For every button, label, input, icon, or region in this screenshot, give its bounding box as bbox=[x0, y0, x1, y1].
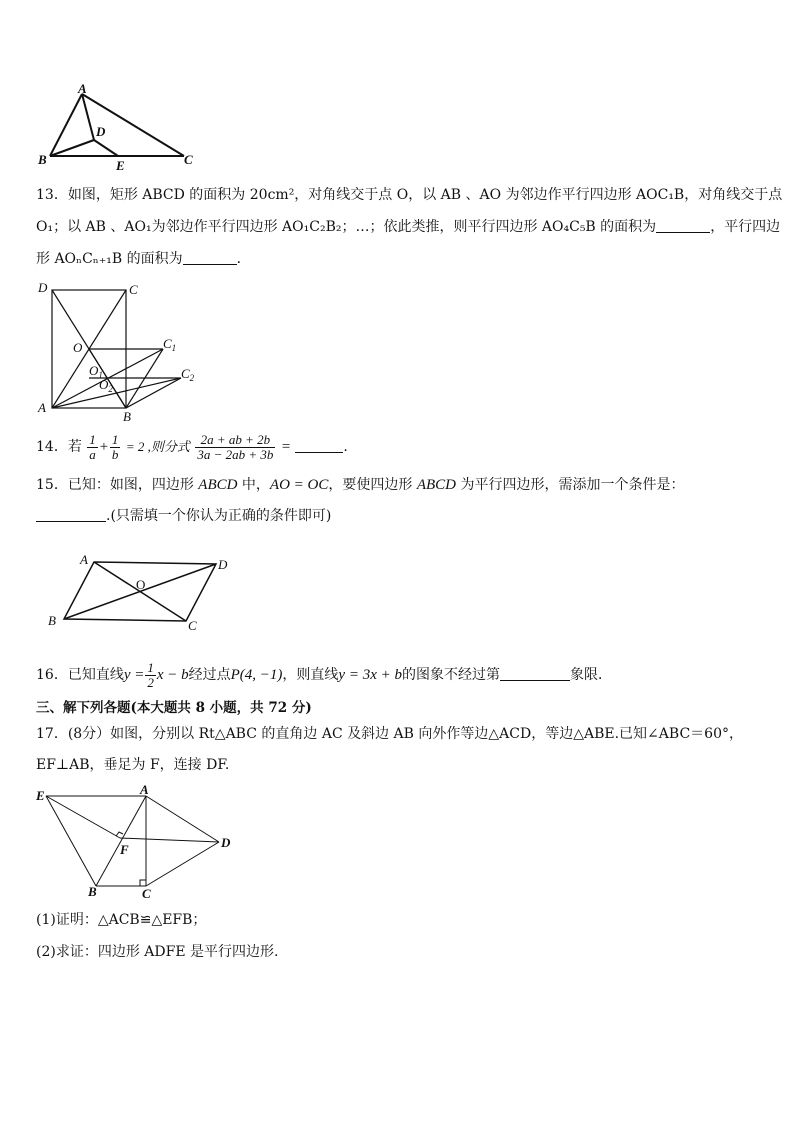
label-d: D bbox=[96, 124, 106, 139]
label-c: C bbox=[129, 282, 138, 297]
q13-line2: O₁；以 AB 、AO₁为邻边作平行四边形 AO₁C₂B₂；…；依此类推，则平行四边形 AO₄C₅B 的面积为 ，平行四边 bbox=[36, 219, 781, 235]
q13-line3: 形 AOₙCₙ₊₁B 的面积为 ． bbox=[36, 251, 251, 267]
label-d: D bbox=[221, 835, 231, 850]
answer-blank[interactable] bbox=[36, 507, 106, 522]
answer-blank[interactable] bbox=[295, 438, 343, 453]
label-a: A bbox=[140, 782, 149, 797]
label-c: C bbox=[188, 618, 197, 633]
answer-blank[interactable] bbox=[656, 218, 710, 233]
label-c2: $C_2$ bbox=[181, 366, 195, 383]
label-f: F bbox=[120, 842, 129, 857]
fraction: $\frac{1}{2}$ bbox=[147, 659, 154, 690]
q17-line1: 17．(8分）如图，分别以 Rt△ABC 的直角边 AC 及斜边 AB 向外作等边△ACD，等边△ABE.已知∠ABC＝60°， bbox=[36, 726, 743, 742]
label-o: O bbox=[73, 340, 83, 355]
q13-line1: 13．如图，矩形 ABCD 的面积为 20cm²，对角线交于点 O，以 AB 、AO 为邻边作平行四边形 AOC₁B，对角线交于点 bbox=[36, 187, 783, 203]
label-c: C bbox=[142, 886, 151, 901]
answer-blank[interactable] bbox=[183, 250, 237, 265]
answer-blank[interactable] bbox=[500, 666, 570, 681]
label-e: E bbox=[116, 158, 125, 173]
q16-line: 16．已知直线y = $\frac{1}{2}$ x − b经过点P(4, −1)，则直线y = 3x + b的图象不经过第 象限． bbox=[36, 659, 612, 690]
label-a: A bbox=[80, 552, 88, 567]
label-c: C bbox=[184, 152, 193, 167]
label-c1: $C_1$ bbox=[163, 336, 177, 353]
q17-part1: (1)证明：△ACB≌△EFB； bbox=[36, 912, 207, 928]
label-a: A bbox=[78, 81, 87, 96]
q17-part2: (2)求证：四边形 ADFE 是平行四边形. bbox=[36, 944, 279, 960]
label-d: D bbox=[38, 280, 48, 295]
figure-triangle-abc bbox=[36, 81, 206, 174]
label-b: B bbox=[88, 884, 97, 899]
label-d: D bbox=[218, 557, 228, 572]
figure-q17 bbox=[36, 782, 246, 900]
section-heading: 三、解下列各题(本大题共 8 小题，共 72 分) bbox=[36, 700, 312, 716]
fraction: $\frac{2a + ab + 2b}{3a - 2ab + 3b}$ bbox=[197, 431, 274, 462]
figure-rectangle-abcd bbox=[36, 280, 206, 425]
label-b: B bbox=[38, 152, 47, 167]
label-o: O bbox=[136, 577, 146, 592]
label-b: B bbox=[123, 409, 131, 424]
label-a: A bbox=[38, 400, 46, 415]
q14-line: 14．若 $\frac{1}{a}$ + $\frac{1}{b}$ = 2 ,则分式 $\frac{2a + ab + 2b}{3a - 2ab + 3b}$ = . bbox=[36, 431, 348, 462]
q17-line2: EF⊥AB，垂足为 F，连接 DF. bbox=[36, 757, 230, 773]
label-e: E bbox=[36, 788, 45, 803]
fraction: $\frac{1}{a}$ bbox=[89, 431, 96, 462]
fraction: $\frac{1}{b}$ bbox=[111, 431, 119, 462]
q15-line1: 15．已知：如图，四边形 ABCD 中，AO = OC，要使四边形 ABCD 为平行四边形，需添加一个条件是： bbox=[36, 477, 685, 493]
label-o2: $O_2$ bbox=[99, 377, 113, 394]
label-o1: $O_1$ bbox=[89, 363, 103, 380]
figure-parallelogram-abcd bbox=[36, 548, 246, 638]
q15-line2: .(只需填一个你认为正确的条件即可) bbox=[36, 507, 331, 525]
label-b: B bbox=[48, 613, 56, 628]
